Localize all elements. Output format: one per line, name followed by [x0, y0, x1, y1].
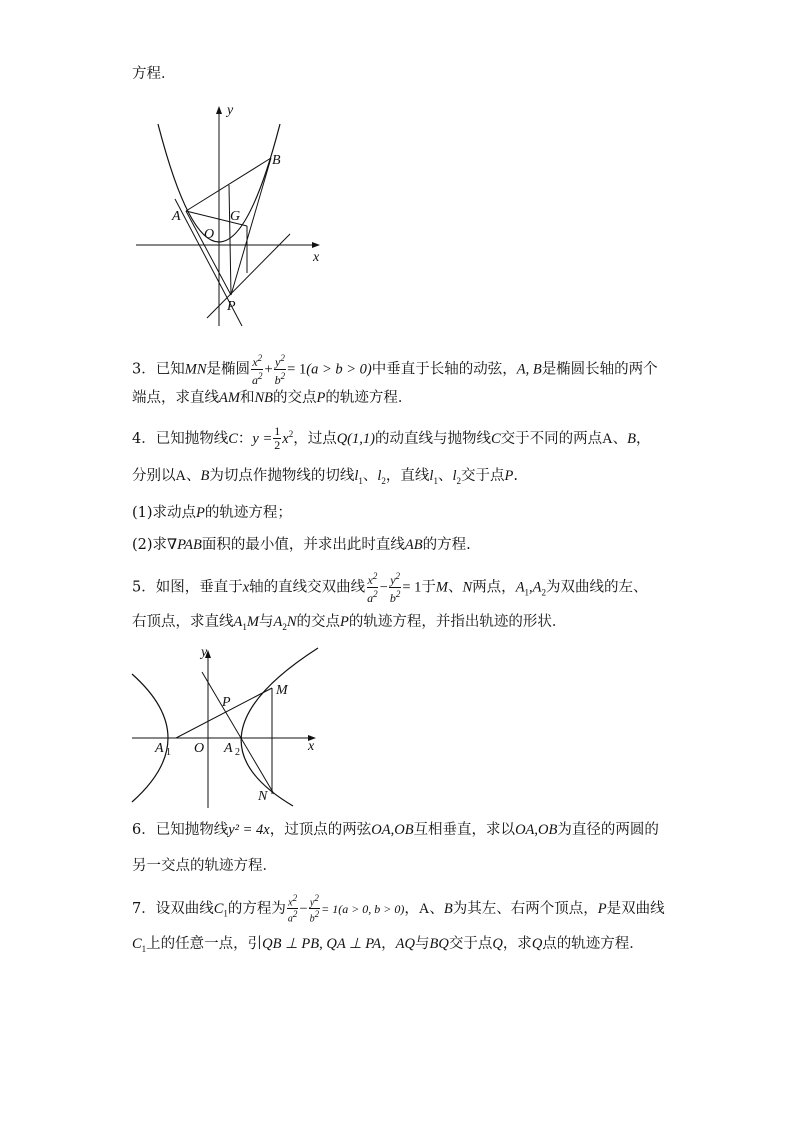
equation-parabola: y² = 4x — [228, 822, 270, 838]
segment-BP — [231, 158, 271, 295]
median-line — [229, 185, 231, 295]
label-N: N — [258, 789, 268, 804]
symbol-OA: OA — [371, 822, 391, 838]
y-axis-arrow — [216, 106, 222, 114]
symbol-MN: MN — [184, 361, 207, 378]
text: ， — [635, 430, 651, 447]
problem-5-line-1: 5．如图，垂直于x轴的直线交双曲线 $\frac{x^2}{a^2}$ − $\frac{y^2}{b^2}$ = 1于M、N两点，$A_1,A_2$为双曲线的左、 — [132, 571, 648, 605]
problem-4-line-1: 4．已知抛物线C：y = $\frac{1}{2}$ $x^2$，过点Q(1,1)的动直线与抛物线C交于不同的两点A、B， — [132, 424, 651, 453]
text: 5．如图，垂直于 — [132, 579, 243, 596]
symbol-P: P — [504, 468, 514, 484]
symbol-B: B — [627, 430, 636, 447]
text: ， — [404, 900, 419, 917]
problem-3-number: 3．已知 — [132, 361, 185, 378]
symbol-PAB: PAB — [177, 537, 202, 553]
condition: (a > b > 0) — [306, 361, 372, 378]
text: 交于不同的两点 — [500, 430, 603, 447]
text: 、 — [437, 468, 453, 484]
text: 的轨迹方程； — [204, 505, 292, 521]
text: 的方程为 — [227, 900, 286, 917]
symbol-AQ: AQ — [395, 936, 415, 952]
symbol-C1: C — [132, 936, 142, 952]
symbol-P: P — [196, 505, 205, 521]
fraction-one-half: $\frac{1}{2}$ — [274, 424, 281, 453]
symbol-P: P — [339, 614, 349, 630]
label-A1-subscript: 1 — [166, 747, 171, 758]
label-A2-subscript: 2 — [235, 747, 240, 758]
symbol-l2: l — [377, 468, 382, 484]
text: 、 — [185, 468, 201, 484]
continued-text: 方程． — [132, 66, 176, 82]
text: 点的轨迹方程． — [542, 936, 644, 952]
label-y: y — [201, 645, 208, 660]
problem-5-line-2: 右顶点，求直线$A_1M$与$A_2N$的交点P的轨迹方程，并指出轨迹的形状． — [132, 614, 567, 632]
text: 的轨迹方程，并指出轨迹的形状． — [348, 614, 567, 630]
symbol-A1: A — [233, 614, 243, 630]
fraction-x2-a2: $\frac{x^2}{a^2}$ — [251, 353, 263, 387]
text: 7．设双曲线 — [132, 900, 214, 917]
text: 上的任意一点，引 — [146, 936, 263, 952]
text: 的交点 — [296, 614, 340, 630]
text: 互相垂直，求以 — [413, 822, 516, 838]
text: 是椭圆长轴的两个 — [541, 361, 658, 378]
symbol-N: N — [462, 579, 473, 596]
label-x: x — [308, 739, 315, 754]
label-B: B — [272, 153, 281, 168]
symbol-OA: OA — [515, 822, 535, 838]
symbol-P: P — [597, 900, 607, 917]
text: ： — [237, 430, 253, 447]
text: . — [513, 468, 518, 484]
problem-6-line-1: 6．已知抛物线y² = 4x，过顶点的两弦OA,OB互相垂直，求以OA,OB为直径的两圆的 — [132, 822, 659, 838]
text: 中垂直于长轴的动弦， — [371, 361, 517, 378]
text: (2)求∇ — [132, 537, 178, 553]
problem-4-question-1 — [132, 503, 292, 523]
problem-3-line-2 — [132, 388, 412, 408]
symbol-N: N — [286, 614, 297, 630]
symbol-Q: Q(1,1) — [336, 430, 375, 447]
symbol-AB: A, B — [516, 361, 542, 378]
symbol-M: M — [246, 614, 259, 630]
label-O: O — [204, 227, 215, 242]
text: ，过点 — [293, 430, 337, 447]
fraction-x2-a2: $\frac{x^2}{a^2}$ — [287, 893, 298, 925]
label-P: P — [227, 299, 236, 314]
text: 于 — [421, 579, 436, 596]
label-A2: A — [224, 741, 233, 756]
text: 的轨迹方程． — [325, 390, 413, 406]
text: 是双曲线 — [606, 900, 665, 917]
problem-7-line-2: $C_1$上的任意一点，引QB ⊥ PB, QA ⊥ PA，AQ与BQ交于点Q，求Q点的轨迹方程． — [132, 936, 644, 954]
x-axis-arrow — [312, 242, 320, 248]
hyperbola-right-branch — [241, 648, 318, 806]
figure-parabola — [130, 98, 330, 330]
text: 为切点作抛物线的切线 — [209, 468, 355, 484]
symbol-A2: A — [532, 579, 542, 596]
problem-4-line-2: 分别以A、B为切点作抛物线的切线$l_1$、$l_2$，直线$l_1$、$l_2$交于点P. — [132, 468, 518, 486]
symbol-x: x — [282, 430, 289, 447]
symbol-x: x — [242, 579, 250, 596]
label-x: x — [313, 250, 320, 265]
text: ， — [381, 936, 396, 952]
text: ，直线 — [385, 468, 430, 484]
symbol-AM: AM — [219, 390, 240, 406]
symbol-OB: OB — [538, 822, 558, 838]
text: (1)求动点 — [132, 505, 197, 521]
text: 右顶点，求直线 — [132, 614, 234, 630]
symbol-l2: l — [452, 468, 457, 484]
text: 、 — [612, 430, 628, 447]
label-M: M — [276, 683, 288, 698]
fraction-x2-a2: $\frac{x^2}{a^2}$ — [367, 571, 378, 605]
text: 的方程. — [422, 537, 471, 553]
text: 为直径的两圆的 — [557, 822, 659, 838]
line-A2N — [202, 672, 274, 794]
symbol-y-eq: y = — [252, 430, 273, 447]
condition: = 1(a > 0, b > 0) — [321, 901, 405, 916]
label-y: y — [227, 103, 234, 118]
symbol-l1: l — [354, 468, 359, 484]
symbol-A1: A — [515, 579, 525, 596]
text: 是椭圆 — [206, 361, 250, 378]
symbol-C: C — [228, 430, 238, 447]
text: 的交点 — [272, 390, 317, 406]
text: 另一交点的轨迹方程． — [132, 858, 277, 874]
text: 、 — [429, 900, 444, 917]
text: 交于点 — [460, 468, 505, 484]
label-G: G — [230, 209, 241, 224]
problem-3-line-1: 3．已知MN是椭圆 $\frac{x^2}{a^2}$ + $\frac{y^2}{b^2}$ = 1(a > b > 0)中垂直于长轴的动弦，A, B是椭圆长轴的两个 — [132, 353, 658, 387]
text: 两点， — [472, 579, 516, 596]
fraction-y2-b2: $\frac{y^2}{b^2}$ — [274, 353, 286, 387]
problem-4-question-2 — [132, 535, 471, 555]
label-P: P — [222, 695, 231, 710]
text: 交于点 — [448, 936, 493, 952]
problem-7-line-1: 7．设双曲线$C_1$的方程为 $\frac{x^2}{a^2}$ − $\frac{y^2}{b^2}$ = 1(a > 0, b > 0)，A、B为其左、右两个顶点，P是双曲线 — [132, 893, 665, 925]
symbol-P: P — [316, 390, 326, 406]
fraction-y2-b2: $\frac{y^2}{b^2}$ — [309, 893, 320, 925]
segment-AP — [186, 211, 231, 295]
symbol-NB: NB — [254, 390, 273, 406]
problem-6-line-2 — [132, 856, 277, 876]
symbol-BQ: BQ — [429, 936, 449, 952]
symbol-A: A — [602, 430, 613, 447]
text: 4．已知抛物线 — [132, 430, 229, 447]
symbol-B: B — [200, 468, 210, 484]
perpendicular-conditions: QB ⊥ PB, QA ⊥ PA — [262, 936, 382, 952]
text: ，求 — [502, 936, 532, 952]
text: 6．已知抛物线 — [132, 822, 229, 838]
label-A1: A — [155, 741, 164, 756]
symbol-l1: l — [429, 468, 434, 484]
symbol-B: B — [443, 900, 453, 917]
symbol-C: C — [490, 430, 501, 447]
fraction-y2-b2: $\frac{y^2}{b^2}$ — [389, 571, 401, 605]
text: ，过顶点的两弦 — [269, 822, 372, 838]
symbol-Q: Q — [531, 936, 543, 952]
text: 端点，求直线 — [132, 390, 219, 406]
symbol-A: A — [418, 900, 430, 917]
text: 面积的最小值，并求出此时直线 — [201, 537, 405, 553]
text: 、 — [448, 579, 463, 596]
text: 的动直线与抛物线 — [374, 430, 491, 447]
text: = 1 — [402, 579, 422, 596]
symbol-M: M — [435, 579, 449, 596]
text: 、 — [362, 468, 378, 484]
symbol-A2: A — [273, 614, 283, 630]
text: 和 — [239, 390, 255, 406]
text: 为其左、右两个顶点， — [452, 900, 598, 917]
symbol-AB: AB — [404, 537, 423, 553]
label-A: A — [172, 209, 181, 224]
text: 分别以 — [132, 468, 176, 484]
symbol-OB: OB — [394, 822, 414, 838]
symbol-Q: Q — [492, 936, 503, 952]
text: 为双曲线的左、 — [546, 579, 648, 596]
symbol-C1: C — [213, 900, 224, 917]
text: 轴的直线交双曲线 — [249, 579, 366, 596]
symbol-A: A — [175, 468, 186, 484]
label-O: O — [194, 741, 205, 756]
figure-hyperbola — [128, 644, 324, 810]
text: 与 — [258, 614, 274, 630]
text: 与 — [414, 936, 430, 952]
